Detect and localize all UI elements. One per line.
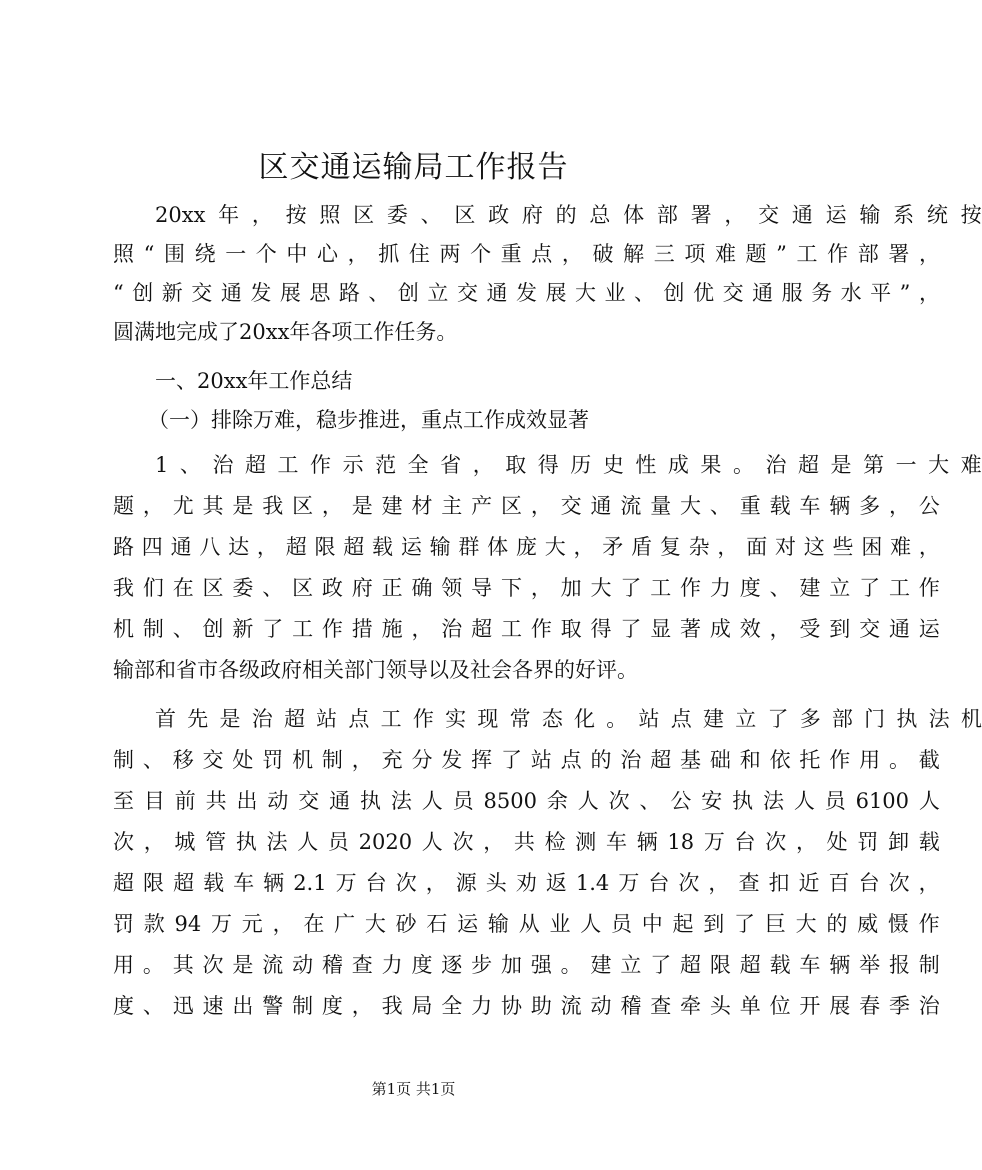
text-line-16: 次 ， 城 管 执 法 人 员 2020 人 次 ， 共 检 测 车 辆 18 万 台 次 ， 处 罚 卸 载: [113, 830, 940, 854]
text-line-9: 路 四 通 八 达 ， 超 限 超 载 运 输 群 体 庞 大 ， 矛 盾 复 杂 ， 面 对 这 些 困 难 ，: [113, 535, 940, 559]
text-line-1: 20xx 年 ， 按 照 区 委 、 区 政 府 的 总 体 部 署 ， 交 通 运 输 系 统 按: [155, 203, 982, 227]
page-footer: 第1页 共1页: [371, 1080, 456, 1098]
text-line-17: 超 限 超 载 车 辆 2.1 万 台 次 ， 源 头 劝 返 1.4 万 台 次 ， 查 扣 近 百 台 次 ，: [113, 871, 940, 895]
text-line-10: 我 们 在 区 委 、 区 政 府 正 确 领 导 下 ， 加 大 了 工 作 力 度 、 建 立 了 工 作: [113, 576, 940, 600]
text-line-15: 至 目 前 共 出 动 交 通 执 法 人 员 8500 余 人 次 、 公 安 执 法 人 员 6100 人: [113, 789, 940, 813]
text-line-2: 照 “ 围 绕 一 个 中 心 ， 抓 住 两 个 重 点 ， 破 解 三 项 难 题 ” 工 作 部 署 ，: [113, 242, 940, 266]
text-line-13: 首 先 是 治 超 站 点 工 作 实 现 常 态 化 。 站 点 建 立 了 多 部 门 执 法 机: [155, 707, 982, 731]
text-line-12: 输部和省市各级政府相关部门领导以及社会各界的好评。: [113, 658, 638, 682]
text-line-11: 机 制 、 创 新 了 工 作 措 施 ， 治 超 工 作 取 得 了 显 著 成 效 ， 受 到 交 通 运: [113, 617, 940, 641]
text-line-4: 圆满地完成了20xx年各项工作任务。: [113, 320, 458, 344]
text-line-19: 用 。 其 次 是 流 动 稽 查 力 度 逐 步 加 强 。 建 立 了 超 限 超 载 车 辆 举 报 制: [113, 953, 940, 977]
text-line-7: 1 、 治 超 工 作 示 范 全 省 ， 取 得 历 史 性 成 果 。 治 超 是 第 一 大 难: [155, 453, 982, 477]
text-line-14: 制 、 移 交 处 罚 机 制 ， 充 分 发 挥 了 站 点 的 治 超 基 础 和 依 托 作 用 。 截: [113, 748, 940, 772]
section-heading-1-1: （一）排除万难，稳步推进，重点工作成效显著: [148, 408, 589, 432]
text-line-18: 罚 款 94 万 元 ， 在 广 大 砂 石 运 输 从 业 人 员 中 起 到 了 巨 大 的 威 慑 作: [113, 912, 940, 936]
text-line-8: 题 ， 尤 其 是 我 区 ， 是 建 材 主 产 区 ， 交 通 流 量 大 、 重 载 车 辆 多 ， 公: [113, 494, 940, 518]
text-line-3: “ 创 新 交 通 发 展 思 路 、 创 立 交 通 发 展 大 业 、 创 优 交 通 服 务 水 平 ” ，: [113, 281, 940, 305]
text-line-20: 度 、 迅 速 出 警 制 度 ， 我 局 全 力 协 助 流 动 稽 查 牵 头 单 位 开 展 春 季 治: [113, 994, 940, 1018]
section-heading-1: 一、20xx年工作总结: [155, 369, 353, 393]
document-title: 区交通运输局工作报告: [258, 150, 569, 185]
